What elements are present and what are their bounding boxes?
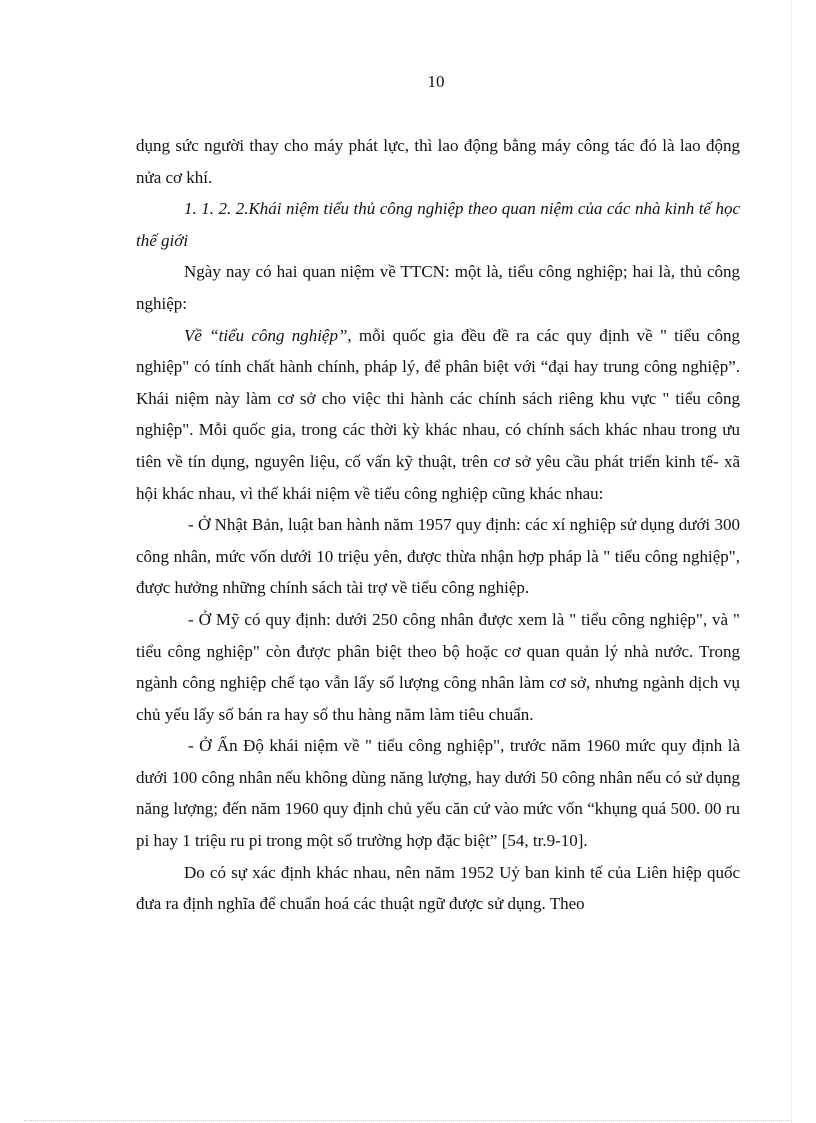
small-industry-term: Về “tiểu công nghiệp” (184, 325, 348, 345)
small-industry-text: , mỗi quốc gia đều đề ra các quy định về " tiểu công nghiệp" có tính chất hành chính, pháp lý, để phân biệt với “đại hay trung công nghiệp”. Khái niệm này làm cơ sở cho việc thi hành các chính sách riêng khu vực " tiểu công nghiệp". Mỗi quốc gia, trong các thời kỳ khác nhau, có chính sách khác nhau trong ưu tiên về tín dụng, nguyên liệu, cố vấn kỹ thuật, trên cơ sở yêu cầu phát triển kinh tế- xã hội khác nhau, vì thế khái niệm về tiểu công nghiệp cũng khác nhau: (136, 325, 740, 503)
page-number: 10 (427, 72, 445, 91)
document-body (136, 130, 740, 920)
paragraph-un-definition: Do có sự xác định khác nhau, nên năm 1952 Uỷ ban kinh tế của Liên hiệp quốc đưa ra định nghĩa để chuẩn hoá các thuật ngữ được sử dụng. Theo (136, 862, 740, 914)
section-heading: 1. 1. 2. 2.Khái niệm tiểu thủ công nghiệp theo quan niệm của các nhà kinh tế học thế giới (136, 199, 740, 250)
paragraph-small-industry (136, 320, 740, 510)
paragraph-two-concepts: Ngày nay có hai quan niệm về TTCN: một là, tiểu công nghiệp; hai là, thủ công nghiệp: (136, 262, 740, 313)
paragraph-usa: - Ở Mỹ có quy định: dưới 250 công nhân được xem là " tiểu công nghiệp", và " tiểu công nghiệp" còn được phân biệt theo bộ hoặc cơ quan quản lý nhà nước. Trong ngành công nghiệp chế tạo vẫn lấy số lượng công nhân làm cơ sở, nhưng ngành dịch vụ chủ yếu lấy số bán ra hay số thu hàng năm làm tiêu chuẩn. (136, 609, 740, 724)
paragraph-continuation: dụng sức người thay cho máy phát lực, thì lao động bằng máy công tác đó là lao động nửa cơ khí. (136, 136, 740, 187)
page-bottom-border (24, 1120, 792, 1121)
page-right-border (791, 0, 792, 1123)
paragraph-japan: - Ở Nhật Bản, luật ban hành năm 1957 quy định: các xí nghiệp sử dụng dưới 300 công nhân, mức vốn dưới 10 triệu yên, được thừa nhận hợp pháp là " tiểu công nghiệp", được hưởng những chính sách tài trợ về tiểu công nghiệp. (136, 515, 740, 598)
paragraph-india: - Ở Ấn Độ khái niệm về " tiểu công nghiệp", trước năm 1960 mức quy định là dưới 100 công nhân nếu không dùng năng lượng, hay dưới 50 công nhân nếu có sử dụng năng lượng; đến năm 1960 quy định chủ yếu căn cứ vào mức vốn “khụng quá 500. 00 ru pi hay 1 triệu ru pi trong một số trường hợp đặc biệt” [54, tr.9-10]. (136, 736, 740, 851)
